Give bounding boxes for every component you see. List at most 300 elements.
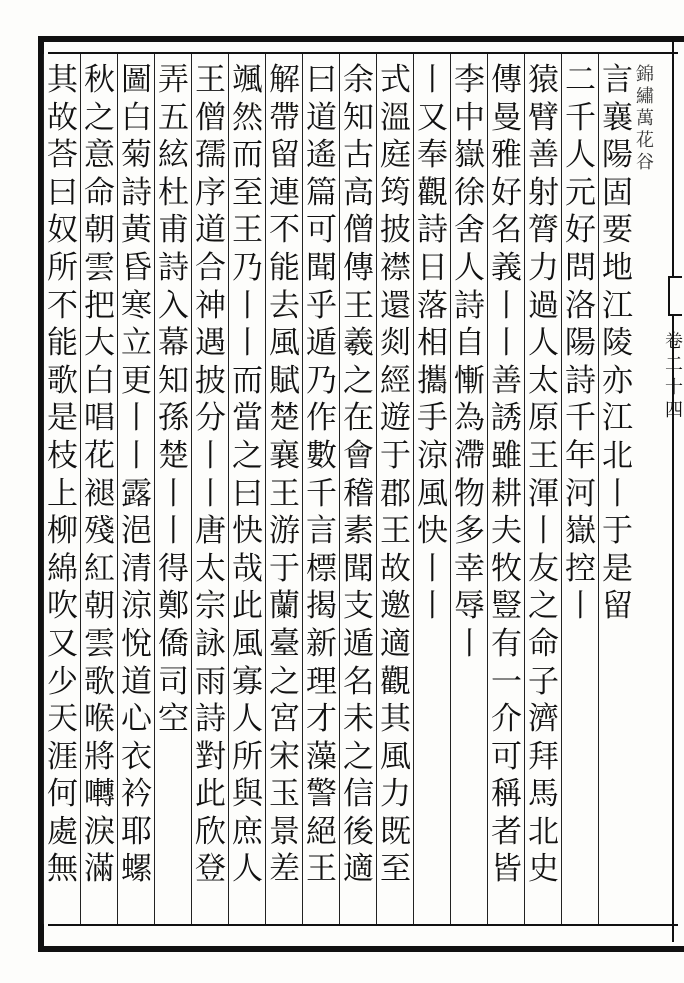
glyph: 颯 xyxy=(232,62,263,98)
glyph: 介 xyxy=(491,701,522,738)
glyph: 所 xyxy=(232,738,263,775)
text-column xyxy=(266,62,303,922)
glyph: 丨 xyxy=(528,513,559,550)
glyph: 意 xyxy=(84,137,115,174)
glyph: 友 xyxy=(528,550,559,587)
glyph: 慚 xyxy=(454,362,485,399)
glyph: 僧 xyxy=(195,99,226,136)
glyph: 唐 xyxy=(195,513,226,550)
glyph: 又 xyxy=(417,99,448,136)
column-rule xyxy=(43,54,44,924)
glyph: 丨 xyxy=(232,287,263,324)
glyph: 螺 xyxy=(121,851,152,888)
glyph: 稽 xyxy=(343,475,374,512)
glyph: 滯 xyxy=(454,437,485,474)
glyph: 丨 xyxy=(158,475,189,512)
glyph: 此 xyxy=(232,588,263,625)
glyph: 傳 xyxy=(491,62,522,98)
glyph: 荅 xyxy=(47,137,78,174)
glyph: 滿 xyxy=(84,851,115,888)
glyph: 王 xyxy=(232,212,263,249)
glyph: 其 xyxy=(47,62,78,98)
glyph: 枝 xyxy=(47,437,78,474)
glyph: 還 xyxy=(380,287,411,324)
glyph: 之 xyxy=(232,437,263,474)
glyph: 自 xyxy=(454,325,485,362)
glyph: 又 xyxy=(47,625,78,662)
glyph: 披 xyxy=(195,362,226,399)
glyph: 雖 xyxy=(491,437,522,474)
glyph: 寒 xyxy=(121,287,152,324)
glyph: 此 xyxy=(195,776,226,813)
glyph: 僧 xyxy=(343,212,374,249)
glyph: 露 xyxy=(121,475,152,512)
glyph: 處 xyxy=(47,813,78,850)
glyph: 有 xyxy=(491,625,522,662)
glyph: 庶 xyxy=(232,813,263,850)
glyph: 會 xyxy=(343,437,374,474)
glyph: 膂 xyxy=(528,212,559,249)
glyph: 素 xyxy=(343,513,374,550)
glyph: 不 xyxy=(269,212,300,249)
glyph: 花 xyxy=(84,437,115,474)
glyph: 去 xyxy=(269,287,300,324)
glyph: 過 xyxy=(528,287,559,324)
glyph: 奴 xyxy=(47,212,78,249)
glyph: 鄭 xyxy=(158,588,189,625)
glyph: 僑 xyxy=(158,625,189,662)
glyph: 與 xyxy=(232,776,263,813)
glyph: 拜 xyxy=(528,738,559,775)
glyph: 至 xyxy=(380,851,411,888)
glyph: 故 xyxy=(47,99,78,136)
glyph: 涼 xyxy=(417,437,448,474)
glyph: 丨 xyxy=(417,588,448,625)
glyph: 蘭 xyxy=(269,588,300,625)
glyph: 朝 xyxy=(84,212,115,249)
glyph: 知 xyxy=(158,362,189,399)
glyph: 丨 xyxy=(491,287,522,324)
text-column xyxy=(118,62,155,922)
glyph: 悅 xyxy=(121,625,152,662)
glyph: 詩 xyxy=(158,249,189,286)
glyph: 人 xyxy=(528,325,559,362)
glyph: 雲 xyxy=(84,249,115,286)
glyph: 辱 xyxy=(454,588,485,625)
glyph: 喉 xyxy=(84,701,115,738)
text-column xyxy=(451,62,488,922)
glyph: 無 xyxy=(47,851,78,888)
text-column xyxy=(44,62,81,922)
glyph: 柳 xyxy=(47,513,78,550)
text-column xyxy=(488,62,525,922)
glyph: 篇 xyxy=(306,174,337,211)
glyph: 新 xyxy=(306,625,337,662)
glyph: 于 xyxy=(380,437,411,474)
glyph: 詠 xyxy=(195,625,226,662)
glyph: 丨 xyxy=(195,475,226,512)
glyph: 支 xyxy=(343,588,374,625)
glyph: 善 xyxy=(491,362,522,399)
glyph: 聞 xyxy=(343,550,374,587)
glyph: 揭 xyxy=(306,588,337,625)
glyph: 而 xyxy=(232,137,263,174)
glyph: 是 xyxy=(47,400,78,437)
glyph: 史 xyxy=(528,851,559,888)
glyph: 昏 xyxy=(121,249,152,286)
glyph: 神 xyxy=(195,287,226,324)
glyph: 詩 xyxy=(121,174,152,211)
glyph: 者 xyxy=(491,813,522,850)
glyph: 淚 xyxy=(84,813,115,850)
glyph: 唱 xyxy=(84,400,115,437)
glyph: 聞 xyxy=(306,249,337,286)
glyph: 北 xyxy=(602,437,633,474)
glyph: 遇 xyxy=(195,325,226,362)
glyph: 詩 xyxy=(417,212,448,249)
glyph: 射 xyxy=(528,174,559,211)
glyph: 北 xyxy=(528,813,559,850)
text-column xyxy=(303,62,340,922)
glyph: 王 xyxy=(343,287,374,324)
glyph: 王 xyxy=(380,513,411,550)
glyph: 為 xyxy=(454,400,485,437)
glyph: 留 xyxy=(602,588,633,625)
glyph: 力 xyxy=(380,776,411,813)
glyph: 馬 xyxy=(528,776,559,813)
glyph: 郡 xyxy=(380,475,411,512)
glyph: 一 xyxy=(491,663,522,700)
glyph: 余 xyxy=(343,62,374,98)
glyph: 剡 xyxy=(380,325,411,362)
top-rule xyxy=(48,52,678,54)
glyph: 溫 xyxy=(380,99,411,136)
glyph: 千 xyxy=(306,475,337,512)
glyph: 耶 xyxy=(121,813,152,850)
glyph: 何 xyxy=(47,776,78,813)
glyph: 孺 xyxy=(195,137,226,174)
text-column xyxy=(414,62,451,922)
glyph: 臂 xyxy=(528,99,559,136)
text-column xyxy=(192,62,229,922)
glyph: 少 xyxy=(47,663,78,700)
glyph: 適 xyxy=(343,851,374,888)
glyph: 嶽 xyxy=(565,513,596,550)
glyph: 手 xyxy=(417,400,448,437)
glyph: 中 xyxy=(454,99,485,136)
glyph: 司 xyxy=(158,663,189,700)
glyph: 詩 xyxy=(454,287,485,324)
glyph: 誘 xyxy=(491,400,522,437)
glyph: 數 xyxy=(306,437,337,474)
glyph: 五 xyxy=(158,99,189,136)
glyph: 是 xyxy=(602,550,633,587)
glyph: 藻 xyxy=(306,738,337,775)
glyph: 地 xyxy=(602,249,633,286)
glyph: 二 xyxy=(565,62,596,98)
text-column xyxy=(155,62,192,922)
glyph: 快 xyxy=(232,513,263,550)
text-column xyxy=(340,62,377,922)
glyph: 王 xyxy=(195,62,226,98)
bottom-rule xyxy=(48,924,678,926)
glyph: 李 xyxy=(454,62,485,98)
glyph: 警 xyxy=(306,776,337,813)
glyph: 綿 xyxy=(47,550,78,587)
glyph: 名 xyxy=(491,212,522,249)
glyph: 故 xyxy=(380,550,411,587)
glyph: 高 xyxy=(343,174,374,211)
glyph: 之 xyxy=(269,663,300,700)
folio-label: 卷二十四 xyxy=(665,331,683,421)
glyph: 至 xyxy=(232,174,263,211)
glyph: 心 xyxy=(121,701,152,738)
glyph: 命 xyxy=(84,174,115,211)
glyph: 太 xyxy=(528,362,559,399)
glyph: 好 xyxy=(565,212,596,249)
glyph: 元 xyxy=(565,174,596,211)
glyph: 人 xyxy=(232,701,263,738)
glyph: 丨 xyxy=(491,325,522,362)
glyph: 名 xyxy=(343,663,374,700)
glyph: 好 xyxy=(491,174,522,211)
glyph: 之 xyxy=(343,362,374,399)
glyph: 豎 xyxy=(491,588,522,625)
glyph: 更 xyxy=(121,362,152,399)
glyph: 邀 xyxy=(380,588,411,625)
glyph: 猿 xyxy=(528,62,559,98)
glyph: 楚 xyxy=(158,437,189,474)
glyph: 洛 xyxy=(565,287,596,324)
glyph: 歌 xyxy=(84,663,115,700)
glyph: 皆 xyxy=(491,851,522,888)
glyph: 差 xyxy=(269,851,300,888)
glyph: 丨 xyxy=(232,325,263,362)
glyph: 舍 xyxy=(454,212,485,249)
glyph: 襟 xyxy=(380,249,411,286)
glyph: 丨 xyxy=(602,475,633,512)
glyph: 陽 xyxy=(602,137,633,174)
glyph: 耕 xyxy=(491,475,522,512)
glyph: 臺 xyxy=(269,625,300,662)
glyph: 後 xyxy=(343,813,374,850)
glyph: 曰 xyxy=(306,62,337,98)
glyph: 丨 xyxy=(195,437,226,474)
glyph: 固 xyxy=(602,174,633,211)
glyph: 雲 xyxy=(84,625,115,662)
glyph: 杜 xyxy=(158,174,189,211)
glyph: 王 xyxy=(306,851,337,888)
glyph: 甫 xyxy=(158,212,189,249)
glyph: 合 xyxy=(195,249,226,286)
glyph: 命 xyxy=(528,625,559,662)
glyph: 既 xyxy=(380,813,411,850)
glyph: 菊 xyxy=(121,137,152,174)
glyph: 義 xyxy=(491,249,522,286)
glyph: 丨 xyxy=(121,437,152,474)
glyph: 快 xyxy=(417,513,448,550)
glyph: 歌 xyxy=(47,362,78,399)
text-column xyxy=(599,62,636,922)
glyph: 褪 xyxy=(84,475,115,512)
glyph: 弄 xyxy=(158,62,189,98)
glyph: 才 xyxy=(306,701,337,738)
glyph: 江 xyxy=(602,287,633,324)
glyph: 景 xyxy=(269,813,300,850)
glyph: 嶽 xyxy=(454,137,485,174)
glyph: 遊 xyxy=(380,400,411,437)
glyph: 道 xyxy=(121,663,152,700)
glyph: 衣 xyxy=(121,738,152,775)
glyph: 曰 xyxy=(232,475,263,512)
glyph: 幸 xyxy=(454,550,485,587)
glyph: 之 xyxy=(84,99,115,136)
glyph: 之 xyxy=(528,588,559,625)
glyph: 古 xyxy=(343,137,374,174)
glyph: 天 xyxy=(47,701,78,738)
glyph: 序 xyxy=(195,174,226,211)
text-column xyxy=(229,62,266,922)
glyph: 知 xyxy=(343,99,374,136)
glyph: 遁 xyxy=(343,625,374,662)
glyph: 庭 xyxy=(380,137,411,174)
glyph: 帶 xyxy=(269,99,300,136)
glyph: 解 xyxy=(269,62,300,98)
fold-edge-rule xyxy=(672,36,674,942)
glyph: 空 xyxy=(158,701,189,738)
glyph: 言 xyxy=(306,513,337,550)
glyph: 牧 xyxy=(491,550,522,587)
glyph: 浥 xyxy=(121,513,152,550)
glyph: 披 xyxy=(380,212,411,249)
glyph: 丨 xyxy=(121,400,152,437)
glyph: 子 xyxy=(528,663,559,700)
glyph: 乃 xyxy=(232,249,263,286)
glyph: 玉 xyxy=(269,776,300,813)
glyph: 風 xyxy=(380,738,411,775)
glyph: 不 xyxy=(47,287,78,324)
glyph: 奉 xyxy=(417,137,448,174)
glyph: 殘 xyxy=(84,513,115,550)
glyph: 把 xyxy=(84,287,115,324)
glyph: 能 xyxy=(269,249,300,286)
glyph: 觀 xyxy=(380,663,411,700)
glyph: 陵 xyxy=(602,325,633,362)
glyph: 雅 xyxy=(491,137,522,174)
glyph: 連 xyxy=(269,174,300,211)
glyph: 年 xyxy=(565,437,596,474)
glyph: 朝 xyxy=(84,588,115,625)
glyph: 濟 xyxy=(528,701,559,738)
glyph: 將 xyxy=(84,738,115,775)
glyph: 于 xyxy=(269,550,300,587)
text-column xyxy=(562,62,599,922)
glyph: 得 xyxy=(158,550,189,587)
glyph: 遙 xyxy=(306,137,337,174)
glyph: 可 xyxy=(306,212,337,249)
glyph: 太 xyxy=(195,550,226,587)
glyph: 游 xyxy=(269,513,300,550)
glyph: 白 xyxy=(84,362,115,399)
glyph: 王 xyxy=(269,475,300,512)
glyph: 羲 xyxy=(343,325,374,362)
glyph: 而 xyxy=(232,362,263,399)
glyph: 宗 xyxy=(195,588,226,625)
glyph: 可 xyxy=(491,738,522,775)
fold-mark xyxy=(668,276,682,316)
glyph: 經 xyxy=(380,362,411,399)
glyph: 曰 xyxy=(47,174,78,211)
glyph: 丨 xyxy=(454,625,485,662)
glyph: 亦 xyxy=(602,362,633,399)
glyph: 詩 xyxy=(195,701,226,738)
glyph: 涯 xyxy=(47,738,78,775)
glyph: 在 xyxy=(343,400,374,437)
glyph: 衿 xyxy=(121,776,152,813)
glyph: 理 xyxy=(306,663,337,700)
glyph: 丨 xyxy=(158,513,189,550)
glyph: 立 xyxy=(121,325,152,362)
glyph: 入 xyxy=(158,287,189,324)
glyph: 控 xyxy=(565,550,596,587)
glyph: 登 xyxy=(195,851,226,888)
glyph: 千 xyxy=(565,400,596,437)
glyph: 適 xyxy=(380,625,411,662)
glyph: 落 xyxy=(417,287,448,324)
glyph: 楚 xyxy=(269,400,300,437)
glyph: 陽 xyxy=(565,325,596,362)
glyph: 幕 xyxy=(158,325,189,362)
glyph: 人 xyxy=(232,851,263,888)
glyph: 信 xyxy=(343,776,374,813)
glyph: 王 xyxy=(528,437,559,474)
margin-title: 錦繡萬花谷 xyxy=(636,64,654,173)
glyph: 詩 xyxy=(565,362,596,399)
glyph: 人 xyxy=(565,137,596,174)
glyph: 欣 xyxy=(195,813,226,850)
glyph: 未 xyxy=(343,701,374,738)
glyph: 道 xyxy=(195,212,226,249)
glyph: 標 xyxy=(306,550,337,587)
glyph: 問 xyxy=(565,249,596,286)
glyph: 襄 xyxy=(269,437,300,474)
glyph: 傳 xyxy=(343,249,374,286)
glyph: 千 xyxy=(565,99,596,136)
glyph: 雨 xyxy=(195,663,226,700)
glyph: 留 xyxy=(269,137,300,174)
glyph: 河 xyxy=(565,475,596,512)
glyph: 絕 xyxy=(306,813,337,850)
glyph: 多 xyxy=(454,513,485,550)
glyph: 作 xyxy=(306,400,337,437)
glyph: 乃 xyxy=(306,362,337,399)
glyph: 當 xyxy=(232,400,263,437)
glyph: 原 xyxy=(528,400,559,437)
glyph: 徐 xyxy=(454,174,485,211)
glyph: 分 xyxy=(195,400,226,437)
glyph: 道 xyxy=(306,99,337,136)
glyph: 丨 xyxy=(417,550,448,587)
glyph: 圖 xyxy=(121,62,152,98)
glyph: 式 xyxy=(380,62,411,98)
glyph: 遁 xyxy=(306,325,337,362)
glyph: 相 xyxy=(417,325,448,362)
glyph: 清 xyxy=(121,550,152,587)
glyph: 日 xyxy=(417,249,448,286)
glyph: 物 xyxy=(454,475,485,512)
glyph: 所 xyxy=(47,249,78,286)
glyph: 上 xyxy=(47,475,78,512)
